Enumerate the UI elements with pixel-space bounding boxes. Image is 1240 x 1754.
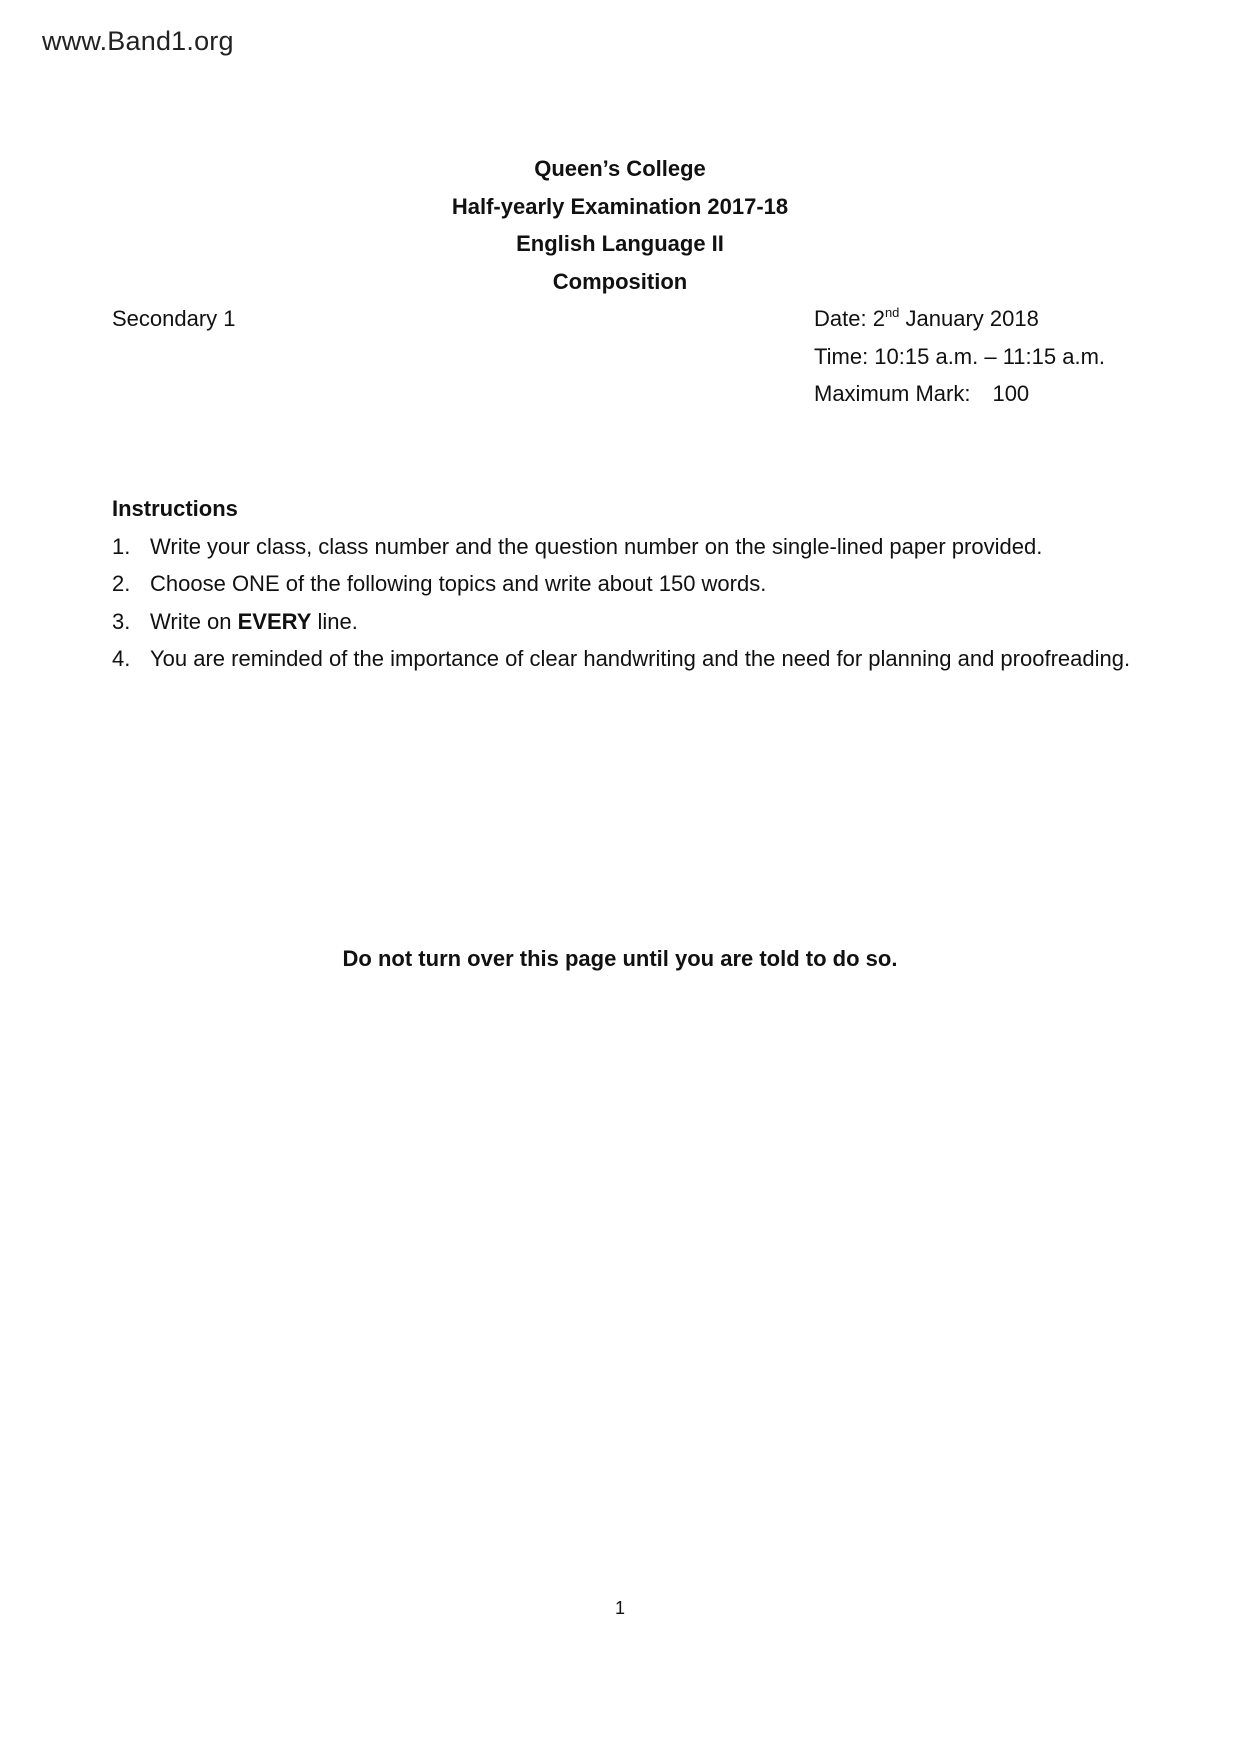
instruction-text: Write your class, class number and the question number on the single-lined paper provided. [150, 533, 1043, 559]
instruction-item [112, 565, 1132, 603]
date-ordinal-suffix: nd [884, 305, 900, 320]
instruction-item [112, 640, 1132, 678]
instruction-item [112, 603, 1132, 641]
do-not-turn-notice: Do not turn over this page until you are told to do so. [342, 946, 898, 971]
exam-date [814, 300, 1105, 338]
exam-header [0, 150, 1240, 300]
subject-title: English Language II [516, 231, 724, 256]
instruction-text-after: line. [311, 608, 358, 634]
instructions-section [112, 490, 1132, 678]
date-label: Date: 2 [814, 306, 885, 331]
instruction-text: You are reminded of the importance of clear handwriting and the need for planning and proofreading. [150, 646, 1131, 671]
exam-time: Time: 10:15 a.m. – 11:15 a.m. [814, 343, 1106, 369]
watermark-url: www.Band1.org [42, 26, 234, 56]
page-number: 1 [614, 1598, 625, 1618]
school-name: Queen’s College [534, 156, 706, 181]
instruction-number: 4. [112, 646, 131, 671]
instructions-list [112, 528, 1132, 678]
instruction-text-before: Write on [150, 608, 238, 634]
instruction-number: 2. [112, 571, 131, 596]
class-level: Secondary 1 [112, 306, 236, 331]
instruction-text-emphasis: EVERY [237, 608, 312, 634]
instruction-item [112, 528, 1132, 566]
paper-title: Composition [552, 268, 688, 294]
maximum-mark [814, 375, 1105, 413]
exam-meta [814, 300, 1105, 413]
max-mark-label: Maximum Mark: [814, 381, 971, 406]
max-mark-value: 100 [992, 381, 1030, 406]
exam-title: Half-yearly Examination 2017-18 [451, 193, 789, 219]
instruction-number: 1. [112, 533, 131, 559]
instruction-text: Choose ONE of the following topics and write about 150 words. [150, 571, 767, 596]
instruction-number: 3. [112, 608, 131, 634]
date-rest: January 2018 [899, 306, 1039, 331]
instructions-heading: Instructions [112, 496, 238, 521]
